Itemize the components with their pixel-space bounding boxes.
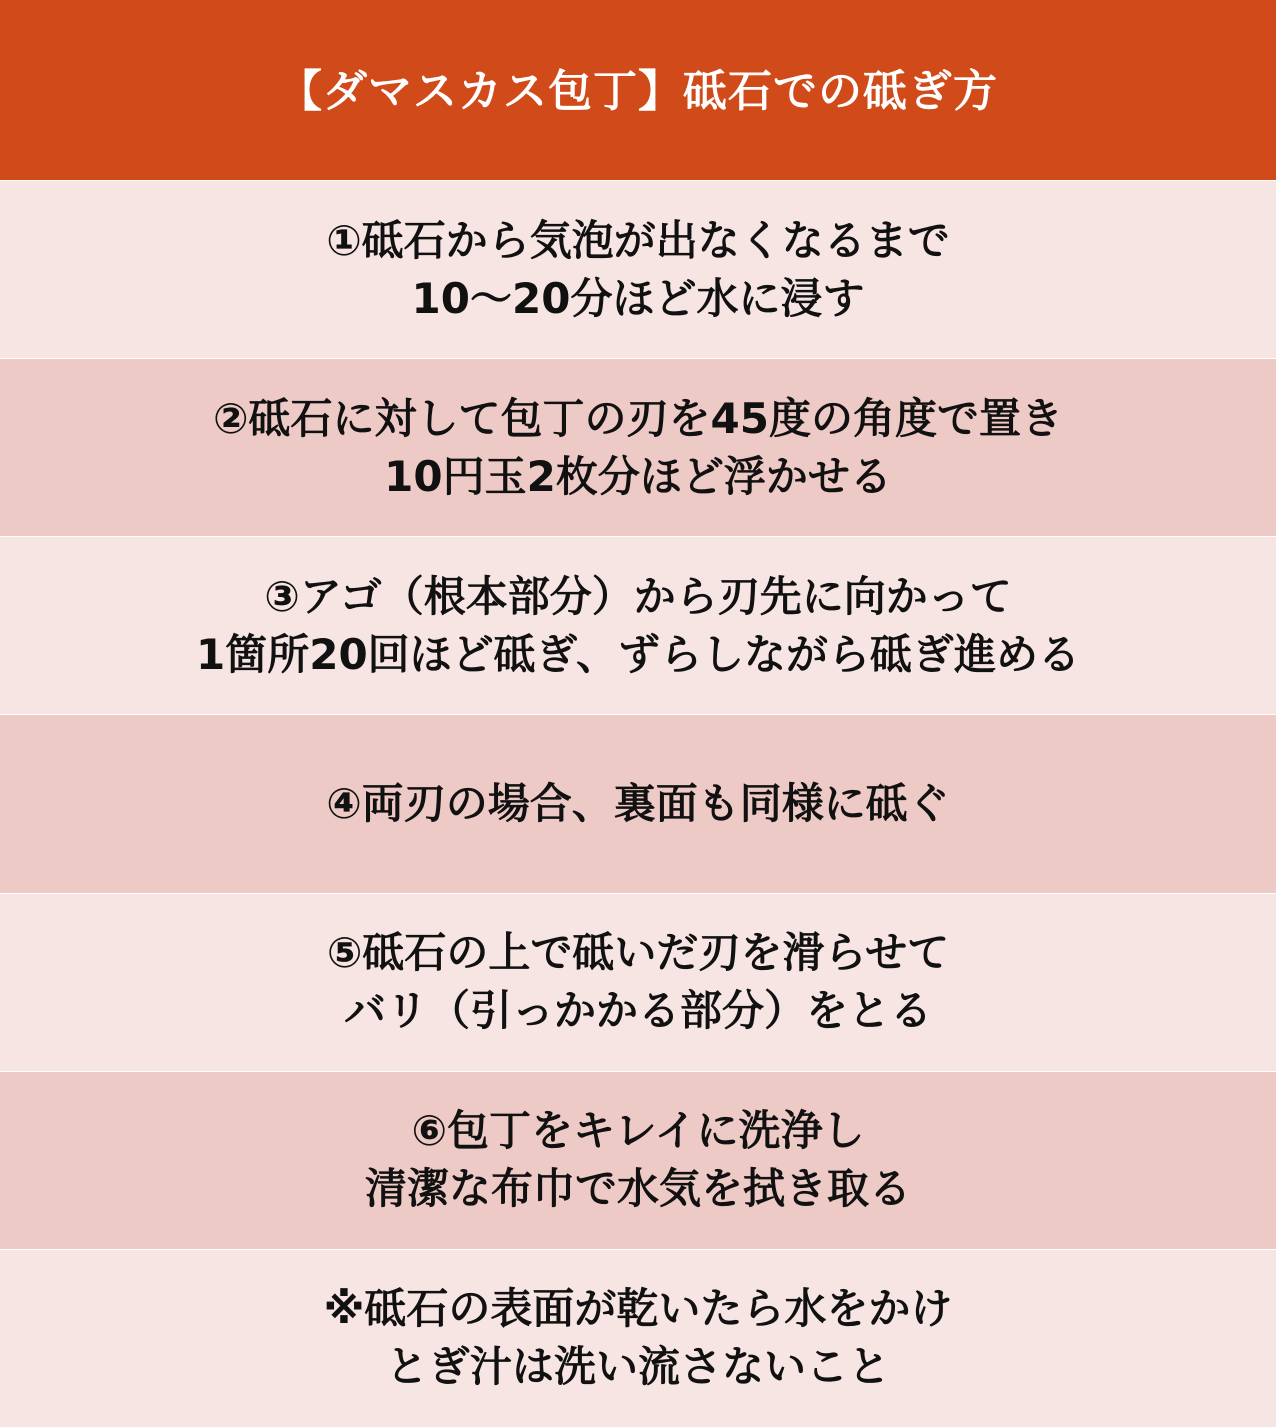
step-5-line-2: バリ（引っかかる部分）をとる	[343, 986, 932, 1036]
note-line-2: とぎ汁は洗い流さないこと	[385, 1342, 890, 1392]
step-6-line-2: 清潔な布巾で水気を拭き取る	[364, 1164, 911, 1214]
step-2-line-2: 10円玉2枚分ほど浮かせる	[384, 451, 892, 501]
step-1-line-1: ①砥石から気泡が出なくなるまで	[326, 215, 950, 265]
note-line-1: ※砥石の表面が乾いたら水をかけ	[323, 1284, 953, 1334]
step-2-line-1: ②砥石に対して包丁の刃を45度の角度で置き	[212, 393, 1063, 443]
step-1-line-2: 10〜20分ほど水に浸す	[411, 273, 865, 323]
step-row-3	[0, 536, 1276, 714]
step-row-1	[0, 180, 1276, 358]
step-3-line-2: 1箇所20回ほど砥ぎ、ずらしながら砥ぎ進める	[196, 629, 1080, 679]
step-4-line-1: ④両刃の場合、裏面も同様に砥ぐ	[326, 778, 950, 828]
page-title: 【ダマスカス包丁】砥石での砥ぎ方	[0, 0, 1276, 180]
step-row-4	[0, 714, 1276, 892]
step-row-6	[0, 1071, 1276, 1249]
step-6-line-1: ⑥包丁をキレイに洗浄し	[411, 1106, 865, 1156]
step-row-2	[0, 358, 1276, 536]
step-row-5	[0, 893, 1276, 1071]
note-row	[0, 1249, 1276, 1427]
step-5-line-1: ⑤砥石の上で砥いだ刃を滑らせて	[326, 928, 950, 978]
step-3-line-1: ③アゴ（根本部分）から刃先に向かって	[264, 571, 1012, 621]
